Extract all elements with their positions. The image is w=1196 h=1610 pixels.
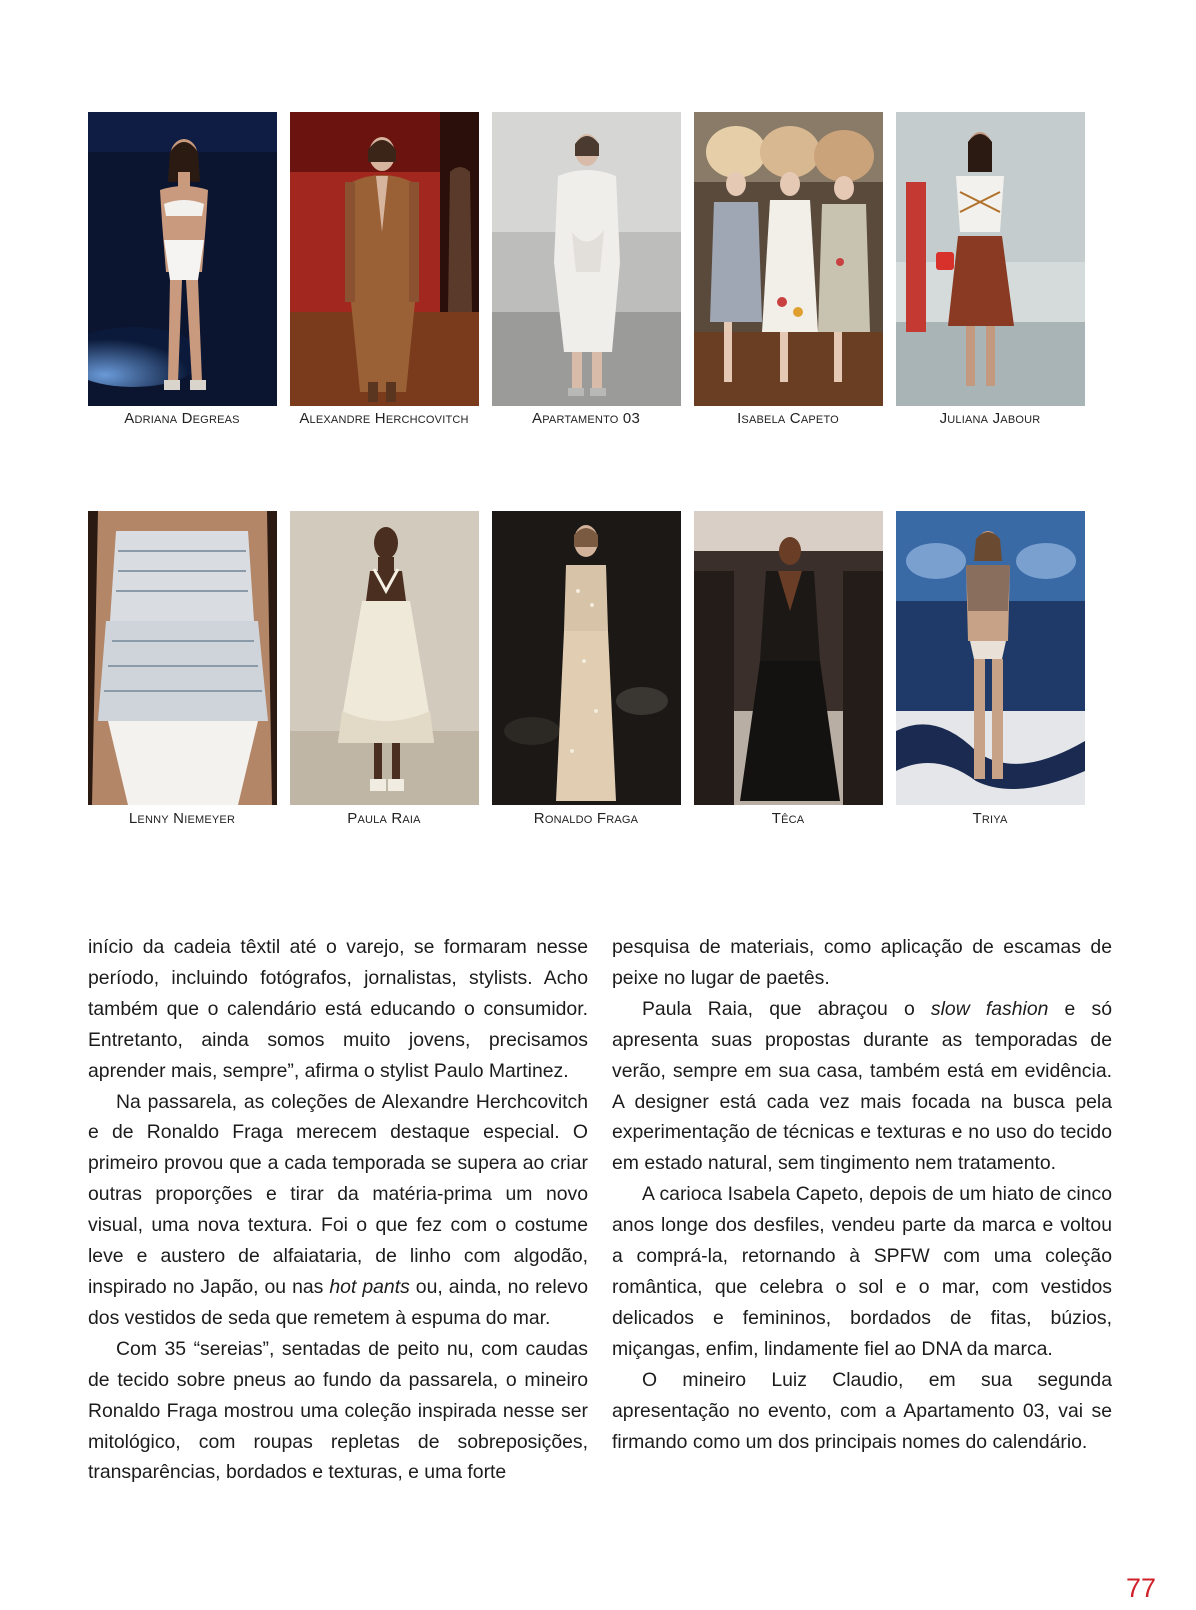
right-paragraph-2: Paula Raia, que abraçou o slow fashion e só apresenta suas propostas durante as temporadas de verão, sempre em sua casa, também está em evidência. A designer está cada vez mais focada na busca pela experimentação de técnicas e texturas e no uso do tecido em estado natural, sem tingimento nem tratamento. (612, 997, 1112, 1175)
left-paragraph-1: início da cadeia têxtil até o varejo, se formaram nesse período, incluindo fotógrafos, jornalistas, stylists. Acho também que o calendário está educando o consumidor. Entretanto, ainda somos muito jovens, precisamos aprender mais, sempre”, afirma o stylist Paulo Martinez. (88, 936, 588, 1082)
caption-apartamento-03: Apartamento 03 (531, 410, 641, 427)
photo-ronaldo-fraga (492, 511, 681, 805)
photo-juliana-jabour (896, 112, 1085, 406)
caption-triya: Triya (972, 810, 1008, 827)
photo-apartamento-03 (492, 112, 681, 406)
left-paragraph-2: Na passarela, as coleções de Alexandre Herchcovitch e de Ronaldo Fraga merecem destaque especial. O primeiro provou que a cada temporada se supera ao criar outras proporções e tirar da matéria-prima um novo visual, uma nova textura. Foi o que fez com o costume leve e austero de alfaiataria, de linho com algodão, inspirado no Japão, ou nas hot pants ou, ainda, no relevo dos vestidos de seda que remetem à espuma do mar. (88, 1090, 588, 1329)
caption-teca: Têca (771, 810, 805, 827)
caption-isabela-capeto: Isabela Capeto (737, 410, 839, 427)
caption-ronaldo-fraga: Ronaldo Fraga (533, 810, 639, 827)
right-paragraph-4: O mineiro Luiz Claudio, em sua segunda apresentação no evento, com a Apartamento 03, vai se firmando como um dos principais nomes do calendário. (612, 1368, 1112, 1453)
photo-paula-raia (290, 511, 479, 805)
photo-adriana-degreas (88, 112, 277, 406)
photo-isabela-capeto (694, 112, 883, 406)
caption-lenny-niemeyer: Lenny Niemeyer (128, 810, 236, 827)
photo-lenny-niemeyer (88, 511, 277, 805)
photo-alexandre-herchcovitch (290, 112, 479, 406)
photo-triya (896, 511, 1085, 805)
caption-juliana-jabour: Juliana Jabour (939, 410, 1041, 427)
left-paragraph-3: Com 35 “sereias”, sentadas de peito nu, com caudas de tecido sobre pneus ao fundo da passarela, o mineiro Ronaldo Fraga mostrou uma coleção inspirada nesse ser mitológico, com roupas repletas de sobreposições, transparências, bordados e texturas, e uma forte (88, 1337, 588, 1484)
article-left-column (88, 932, 588, 1488)
photo-teca (694, 511, 883, 805)
caption-paula-raia: Paula Raia (347, 810, 421, 827)
caption-adriana-degreas: Adriana Degreas (124, 410, 240, 427)
caption-alexandre-herchcovitch: Alexandre Herchcovitch (299, 410, 469, 427)
right-paragraph-3: A carioca Isabela Capeto, depois de um hiato de cinco anos longe dos desfiles, vendeu parte da marca e voltou a comprá-la, retornando à SPFW com uma coleção romântica, que celebra o sol e o mar, com vestidos delicados e femininos, bordados de fitas, búzios, miçangas, enfim, lindamente fiel ao DNA da marca. (612, 1183, 1112, 1360)
page-number: 77 (1125, 1573, 1156, 1603)
right-paragraph-1: pesquisa de materiais, como aplicação de escamas de peixe no lugar de paetês. (612, 936, 1112, 989)
article-right-column (612, 932, 1112, 1457)
